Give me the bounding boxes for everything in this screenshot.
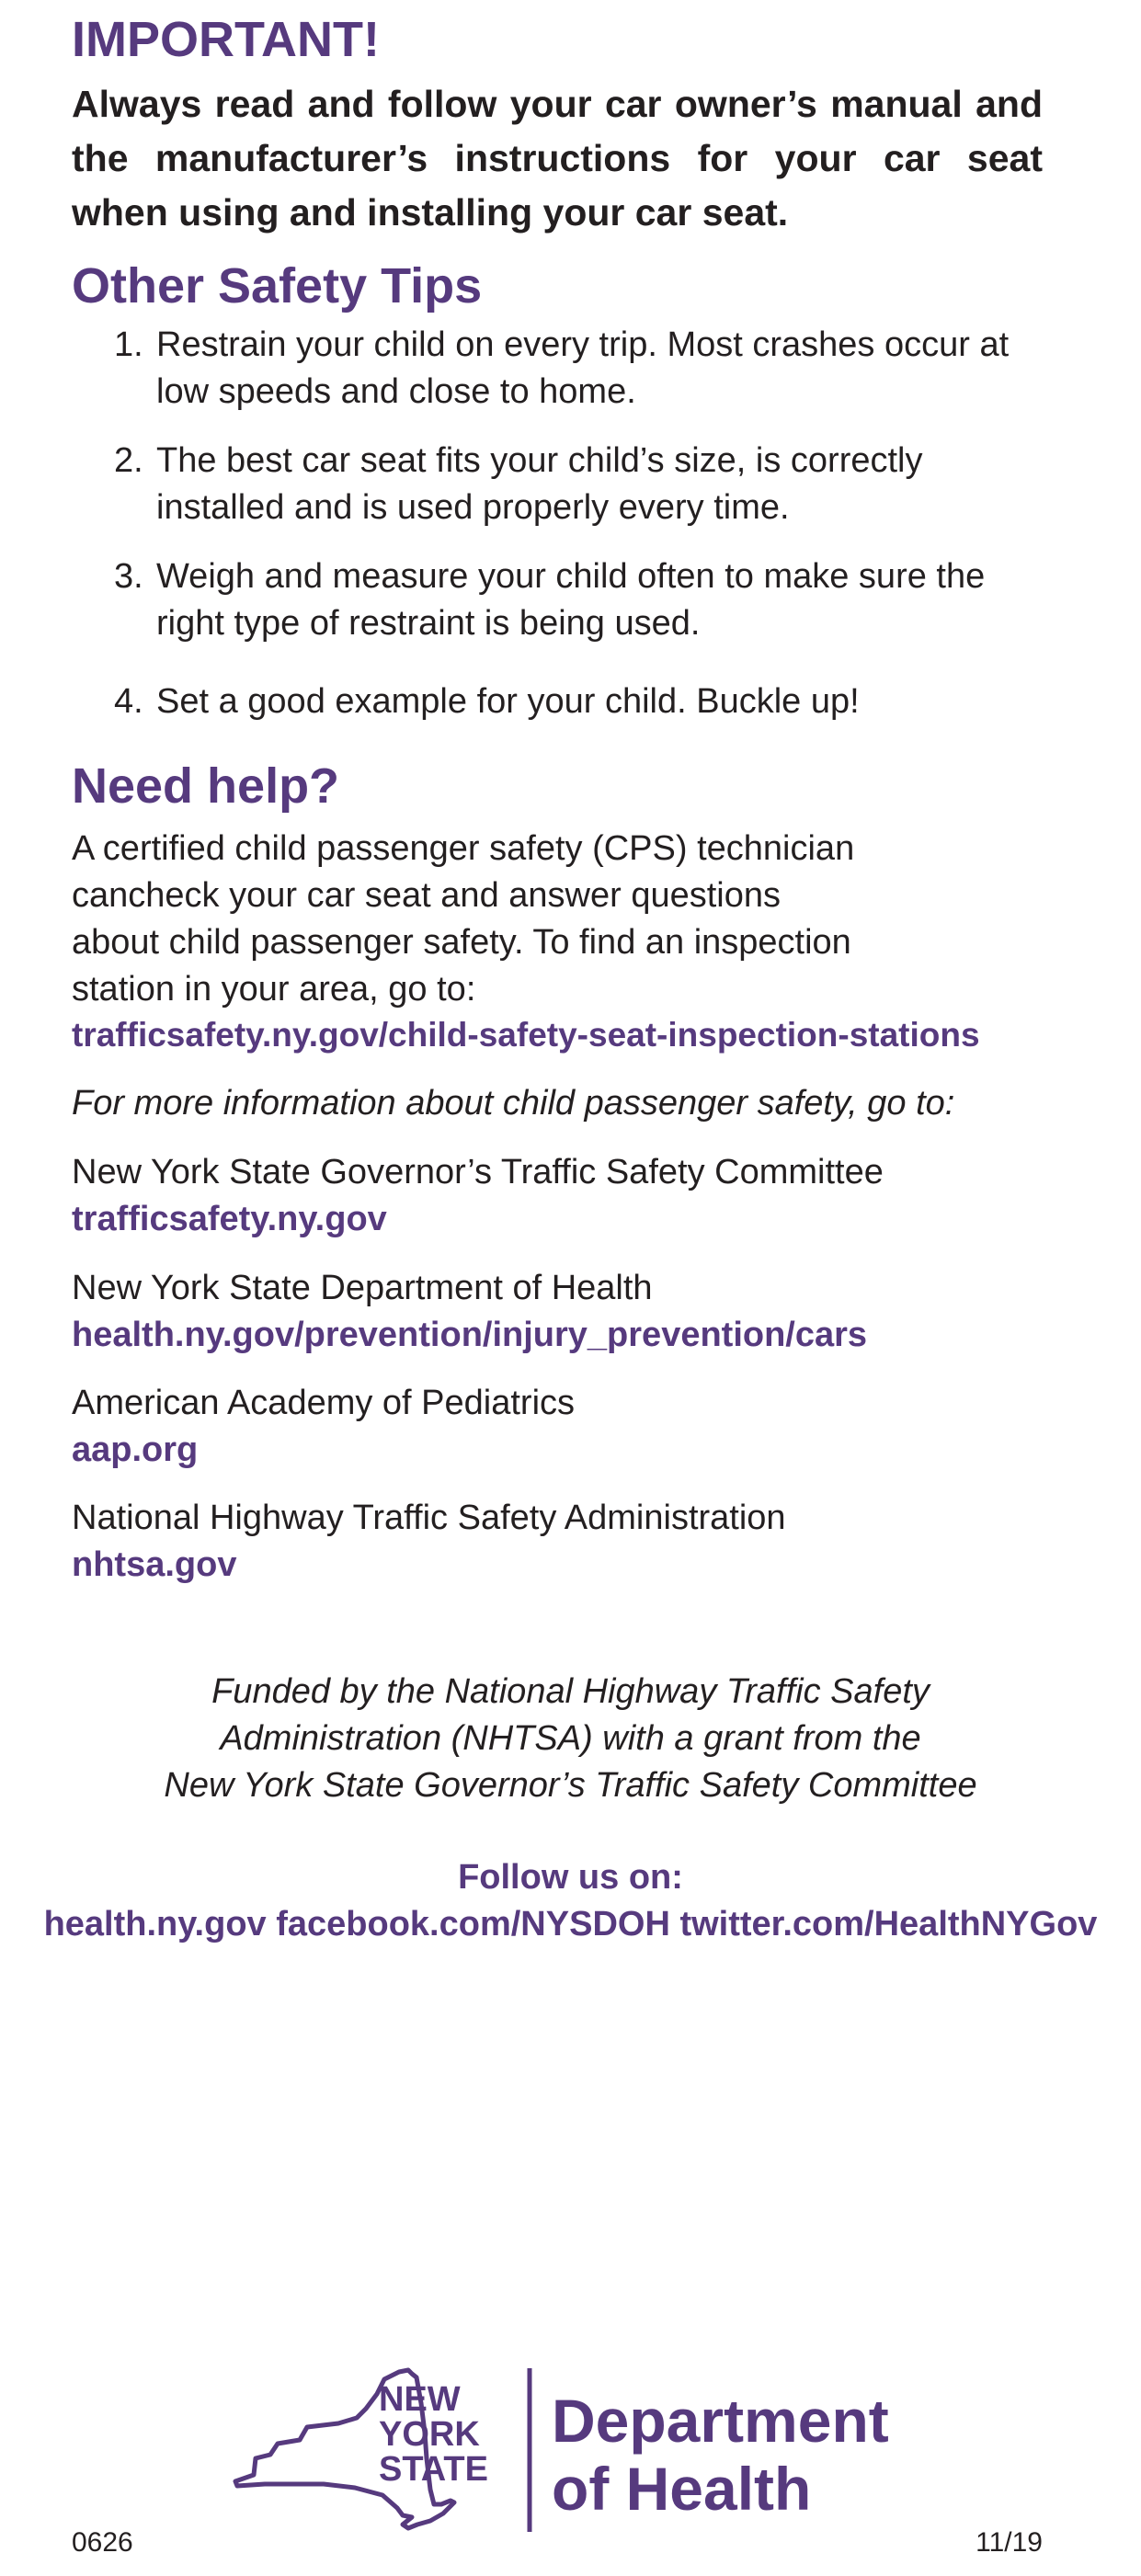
logo-graphic — [228, 2366, 927, 2536]
funding-line: New York State Governor’s Traffic Safety Committee — [164, 1766, 977, 1805]
list-item-number: 4. — [114, 682, 143, 721]
document-code: 0626 — [72, 2527, 133, 2558]
resource-name: American Academy of Pediatrics — [72, 1384, 576, 1422]
follow-us-section — [0, 1854, 1141, 1948]
help-paragraph — [72, 826, 991, 1013]
funding-line: Funded by the National Highway Traffic Safety — [211, 1672, 930, 1711]
logo-state-line-1: NEW — [379, 2380, 461, 2419]
help-line: about child passenger safety. To find an inspection — [72, 923, 851, 962]
list-item-number: 1. — [114, 325, 143, 364]
resource-link[interactable]: trafficsafety.ny.gov — [72, 1200, 387, 1238]
need-help-heading: Need help? — [72, 758, 340, 814]
logo-dept-line-1: Department — [552, 2387, 889, 2455]
help-line: A certified child passenger safety (CPS) technician — [72, 829, 855, 868]
inspection-stations-link[interactable]: trafficsafety.ny.gov/child-safety-seat-inspection-stations — [72, 1016, 980, 1054]
list-item-text: Set a good example for your child. Buckle up! — [156, 682, 860, 721]
health-website-link[interactable]: health.ny.gov — [43, 1905, 267, 1943]
more-info-text: For more information about child passenger safety, go to: — [72, 1084, 955, 1123]
important-heading: IMPORTANT! — [72, 12, 380, 67]
nys-department-of-health-logo — [228, 2366, 927, 2536]
list-item-number: 3. — [114, 557, 143, 596]
list-item — [114, 678, 1043, 725]
resource-item — [72, 1265, 867, 1359]
resource-name: New York State Governor’s Traffic Safety Committee — [72, 1153, 884, 1191]
safety-tips-list — [114, 322, 1043, 725]
logo-dept-line-2: of Health — [552, 2455, 812, 2523]
twitter-link[interactable]: twitter.com/HealthNYGov — [679, 1905, 1098, 1943]
help-line: cancheck your car seat and answer questions — [72, 876, 781, 915]
resource-link[interactable]: health.ny.gov/prevention/injury_prevention/cars — [72, 1316, 868, 1354]
help-line: station in your area, go to: — [72, 970, 476, 1009]
resource-name: New York State Department of Health — [72, 1269, 653, 1307]
list-item-text: The best car seat fits your child’s size, is correctly installed and is used properly every time. — [156, 441, 923, 527]
list-item — [114, 553, 1043, 647]
funding-line: Administration (NHTSA) with a grant from the — [220, 1719, 921, 1758]
resource-name: National Highway Traffic Safety Administration — [72, 1499, 786, 1537]
safety-tips-heading: Other Safety Tips — [72, 258, 483, 313]
important-notice: Always read and follow your car owner’s manual and the manufacturer’s instructions for your car seat when using and installing your car seat. — [72, 83, 1043, 234]
list-item-text: Restrain your child on every trip. Most crashes occur at low speeds and close to home. — [156, 325, 1010, 411]
list-item — [114, 438, 1043, 531]
document-date: 11/19 — [976, 2527, 1043, 2558]
resource-item — [72, 1380, 575, 1474]
list-item — [114, 322, 1043, 416]
resource-link[interactable]: aap.org — [72, 1430, 199, 1469]
list-item-number: 2. — [114, 441, 143, 480]
resource-link[interactable]: nhtsa.gov — [72, 1545, 237, 1584]
logo-state-line-3: STATE — [379, 2450, 488, 2489]
list-item-text: Weigh and measure your child often to make sure the right type of restraint is being used. — [156, 557, 986, 643]
resource-item — [72, 1149, 884, 1243]
resource-item — [72, 1495, 786, 1589]
follow-us-label: Follow us on: — [458, 1858, 683, 1897]
funding-statement — [0, 1669, 1141, 1809]
facebook-link[interactable]: facebook.com/NYSDOH — [276, 1905, 670, 1943]
logo-state-line-2: YORK — [379, 2415, 480, 2454]
